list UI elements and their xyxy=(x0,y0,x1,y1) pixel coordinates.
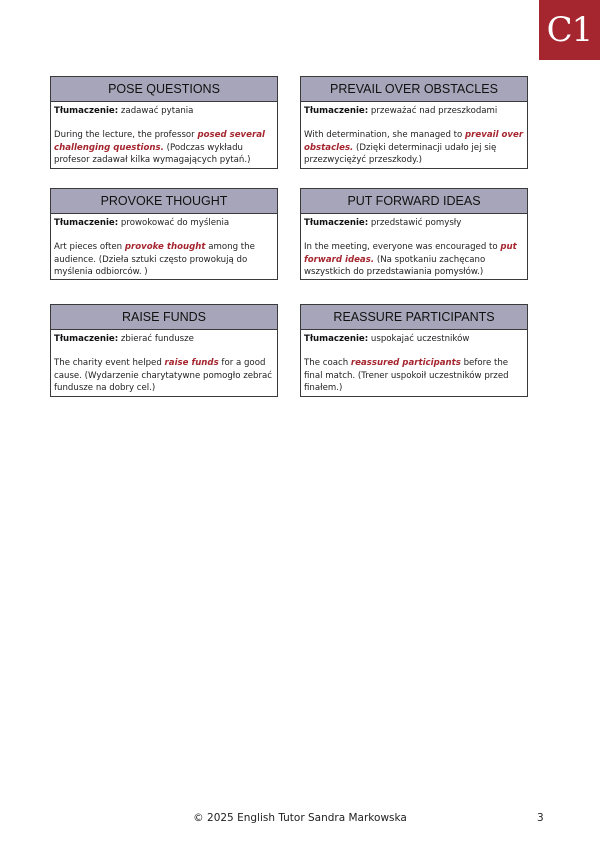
card-title: PREVAIL OVER OBSTACLES xyxy=(301,77,527,102)
vocab-card-put-forward-ideas xyxy=(300,188,528,280)
example-phrase: reassured participants xyxy=(350,358,461,369)
vocab-card-prevail-over-obstacles xyxy=(300,76,528,169)
translation-text: przeważać nad przeszkodami xyxy=(370,106,498,116)
example-before: During the lecture, the professor xyxy=(54,130,198,141)
card-title: PROVOKE THOUGHT xyxy=(51,189,277,214)
card-body xyxy=(301,214,527,283)
translation-text: prowokować do myślenia xyxy=(120,218,230,228)
example-after: among the audience. (Dzieła sztuki często prowokują do myślenia odbiorców. ) xyxy=(54,242,255,277)
translation-text: zbierać fundusze xyxy=(120,334,194,344)
card-title: RAISE FUNDS xyxy=(51,305,277,330)
translation-line xyxy=(304,217,524,229)
level-badge: C1 xyxy=(539,0,600,60)
translation-label: Tłumaczenie: xyxy=(54,218,119,228)
example-sentence xyxy=(54,357,274,394)
translation-label: Tłumaczenie: xyxy=(304,106,369,116)
translation-label: Tłumaczenie: xyxy=(304,218,369,228)
example-after: (Na spotkaniu zachęcano wszystkich do przedstawiania pomysłów.) xyxy=(304,254,486,277)
example-sentence xyxy=(54,241,274,278)
example-sentence xyxy=(54,129,274,166)
translation-line xyxy=(54,333,274,345)
translation-line xyxy=(304,333,524,345)
example-phrase: prevail over obstacles. xyxy=(304,130,524,153)
example-before: In the meeting, everyone was encouraged to xyxy=(304,242,501,253)
example-after: (Podczas wykładu profesor zadawał kilka wymagających pytań.) xyxy=(54,142,251,165)
translation-text: przedstawić pomysły xyxy=(370,218,462,228)
example-before: With determination, she managed to xyxy=(304,130,466,141)
example-before: The charity event helped xyxy=(54,358,165,369)
example-sentence xyxy=(304,129,524,166)
example-phrase: provoke thought xyxy=(124,242,206,253)
example-after: (Dzięki determinacji udało jej się przezwyciężyć przeszkody.) xyxy=(304,142,497,165)
example-phrase: posed several challenging questions. xyxy=(54,130,265,153)
page-number: 3 xyxy=(537,812,544,824)
card-title: PUT FORWARD IDEAS xyxy=(301,189,527,214)
footer-copyright: © 2025 English Tutor Sandra Markowska xyxy=(193,812,407,824)
vocab-card-provoke-thought xyxy=(50,188,278,280)
translation-line xyxy=(54,217,274,229)
card-body xyxy=(51,214,277,283)
card-body xyxy=(51,102,277,171)
example-after: for a good cause. (Wydarzenie charytatywne pomogło zebrać fundusze na dobry cel.) xyxy=(54,358,273,393)
card-title: POSE QUESTIONS xyxy=(51,77,277,102)
example-sentence xyxy=(304,241,524,278)
translation-label: Tłumaczenie: xyxy=(304,334,369,344)
example-before: Art pieces often xyxy=(54,242,125,253)
translation-text: zadawać pytania xyxy=(120,106,194,116)
translation-label: Tłumaczenie: xyxy=(54,106,119,116)
card-body xyxy=(301,330,527,399)
example-before: The coach xyxy=(304,358,351,369)
translation-line xyxy=(304,105,524,117)
example-phrase: put forward ideas. xyxy=(304,242,517,265)
vocab-card-pose-questions xyxy=(50,76,278,169)
card-body xyxy=(51,330,277,399)
card-title: REASSURE PARTICIPANTS xyxy=(301,305,527,330)
card-body xyxy=(301,102,527,171)
translation-label: Tłumaczenie: xyxy=(54,334,119,344)
example-after: before the final match. (Trener uspokoił uczestników przed finałem.) xyxy=(304,358,509,393)
example-phrase: raise funds xyxy=(164,358,219,369)
vocab-card-raise-funds xyxy=(50,304,278,397)
translation-text: uspokajać uczestników xyxy=(370,334,470,344)
translation-line xyxy=(54,105,274,117)
example-sentence xyxy=(304,357,524,394)
vocab-card-reassure-participants xyxy=(300,304,528,397)
